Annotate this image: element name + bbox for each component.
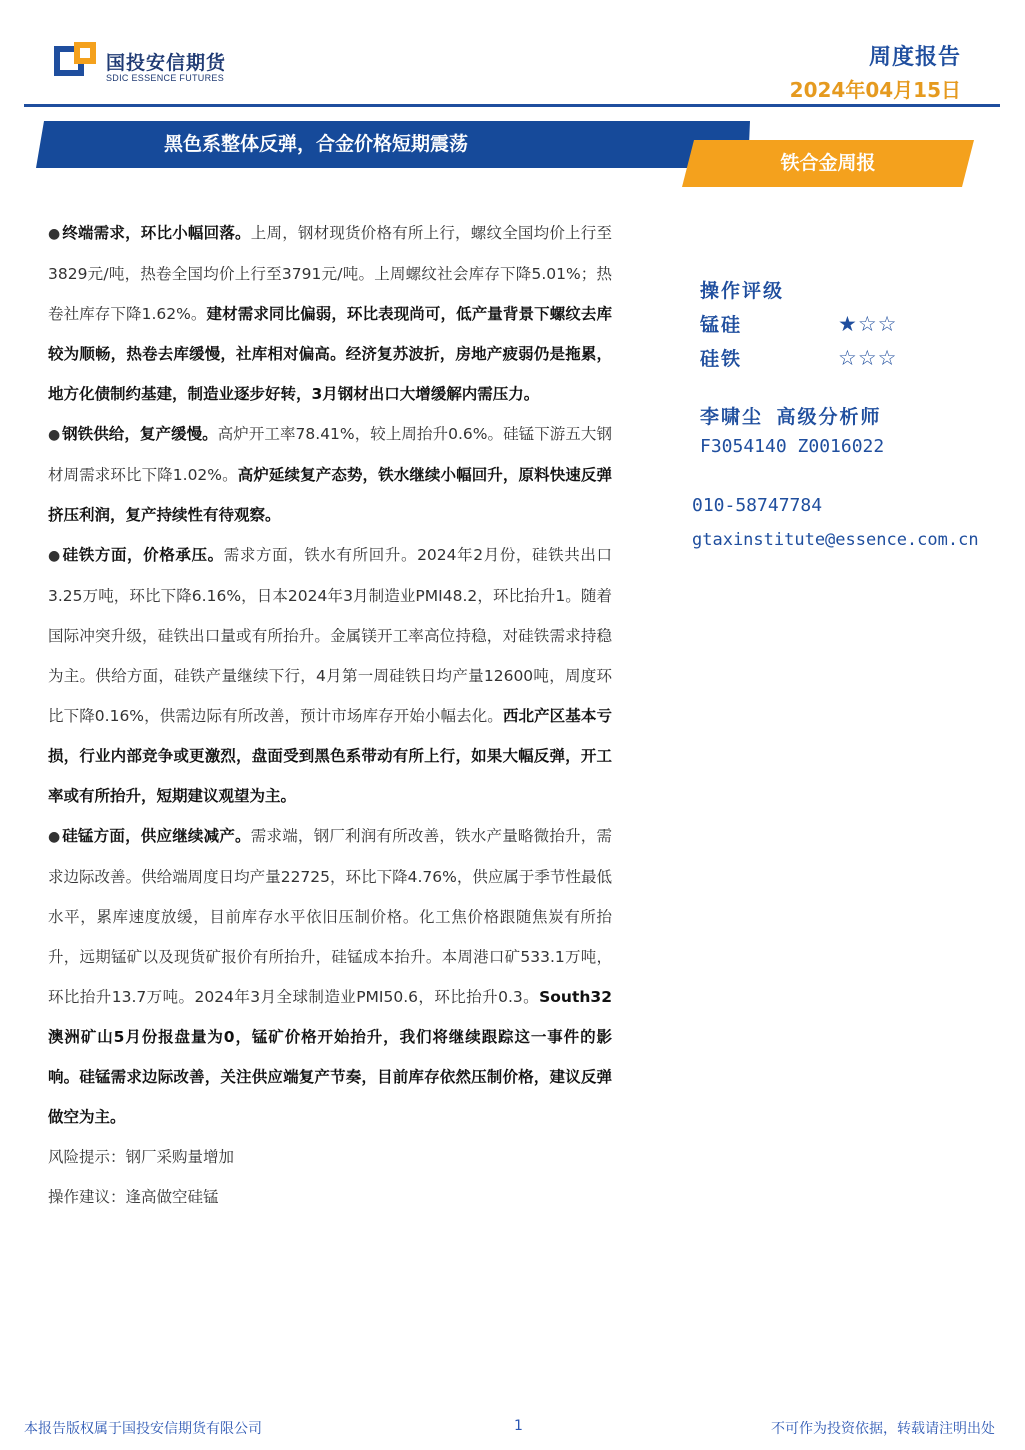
section-heading: 钢铁供给，复产缓慢。 — [62, 425, 218, 443]
star-rating-icon: ★☆☆ — [838, 312, 898, 336]
rating-title: 操作评级 — [700, 280, 785, 302]
bullet-icon: ● — [48, 226, 61, 242]
section-heading: 硅锰方面，供应继续减产。 — [62, 827, 251, 845]
contact-phone: 010-58747784 — [692, 495, 823, 516]
section-conclusion: South32澳洲矿山5月份报盘量为0，锰矿价格开始抬升，我们将继续跟踪这一事件的影响。硅锰需求边际改善，关注供应端复产节奏，目前库存依然压制价格，建议反弹做空为主。 — [48, 988, 612, 1126]
section-heading: 终端需求，环比小幅回落。 — [62, 224, 251, 242]
section-ferrosilicon — [48, 535, 612, 816]
page-number: 1 — [514, 1418, 523, 1434]
rating-name: 锰硅 — [700, 314, 743, 336]
section-text: 上周，钢材现货价格有所上行，螺纹全国均价上行至3829元/吨，热卷全国均价上行至3791元/吨。上周螺纹社会库存下降5.01%；热卷社库存下降1.62%。 — [48, 224, 612, 323]
section-text: 需求端，钢厂利润有所改善，铁水产量略微抬升，需求边际改善。供给端周度日均产量22725，环比下降4.76%，供应属于季节性最低水平，累库速度放缓，目前库存水平依旧压制价格。化工焦价格跟随焦炭有所抬升，远期锰矿以及现货矿报价有所抬升，硅锰成本抬升。本周港口矿533.1万吨，环比抬升13.7万吨。2024年3月全球制造业PMI50.6，环比抬升0.3。 — [48, 827, 612, 1006]
contact-email[interactable]: gtaxinstitute@essence.com.cn — [692, 530, 979, 550]
logo-mark-icon — [54, 42, 96, 84]
section-text: 需求方面，铁水有所回升。2024年2月份，硅铁共出口3.25万吨，环比下降6.16%，日本2024年3月制造业PMI48.2，环比抬升1。随着国际冲突升级，硅铁出口量或有所抬升。金属镁开工率高位持稳，对硅铁需求持稳为主。供给方面，硅铁产量继续下行，4月第一周硅铁日均产量12600吨，周度环比下降0.16%，供需边际有所改善，预计市场库存开始小幅去化。 — [48, 546, 612, 725]
header-divider — [24, 104, 1000, 107]
report-tag: 铁合金周报 — [780, 152, 876, 174]
report-body — [48, 213, 612, 1217]
section-conclusion: 西北产区基本亏损，行业内部竞争或更激烈，盘面受到黑色系带动有所上行，如果大幅反弹，开工率或有所抬升，短期建议观望为主。 — [48, 707, 612, 805]
operation-advice: 操作建议：逢高做空硅锰 — [48, 1188, 219, 1206]
analyst-certificate: F3054140 Z0016022 — [700, 436, 885, 457]
report-type: 周度报告 — [868, 45, 961, 70]
rating-name: 硅铁 — [700, 348, 743, 370]
report-date: 2024年04月15日 — [789, 78, 961, 102]
rating-row-mnsi — [700, 310, 897, 337]
bullet-icon: ● — [48, 427, 61, 443]
section-silicomanganese — [48, 816, 612, 1137]
bullet-icon: ● — [48, 829, 61, 845]
company-logo — [54, 42, 234, 88]
risk-note: 风险提示：钢厂采购量增加 — [48, 1148, 235, 1166]
section-supply — [48, 414, 612, 535]
star-rating-icon: ☆☆☆ — [838, 346, 898, 370]
report-title: 黑色系整体反弹，合金价格短期震荡 — [163, 133, 468, 155]
analyst-name: 李啸尘 高级分析师 — [700, 406, 882, 428]
section-conclusion: 高炉延续复产态势，铁水继续小幅回升，原料快速反弹挤压利润，复产持续性有待观察。 — [48, 466, 612, 524]
logo-text-cn: 国投安信期货 — [106, 52, 227, 74]
footer-copyright: 本报告版权属于国投安信期货有限公司 — [24, 1421, 262, 1437]
section-conclusion: 建材需求同比偏弱，环比表现尚可，低产量背景下螺纹去库较为顺畅，热卷去库缓慢，社库相对偏高。经济复苏波折，房地产疲弱仍是拖累，地方化债制约基建，制造业逐步好转，3月钢材出口大增缓解内需压力。 — [48, 305, 612, 403]
section-text: 高炉开工率78.41%，较上周抬升0.6%。硅锰下游五大钢材周需求环比下降1.02%。 — [48, 425, 612, 484]
rating-row-fesi — [700, 344, 897, 371]
logo-text-en: SDIC ESSENCE FUTURES — [106, 73, 225, 83]
section-heading: 硅铁方面，价格承压。 — [62, 546, 224, 564]
footer-disclaimer: 不可作为投资依据，转载请注明出处 — [771, 1421, 995, 1437]
bullet-icon: ● — [48, 548, 61, 564]
section-demand — [48, 213, 612, 414]
